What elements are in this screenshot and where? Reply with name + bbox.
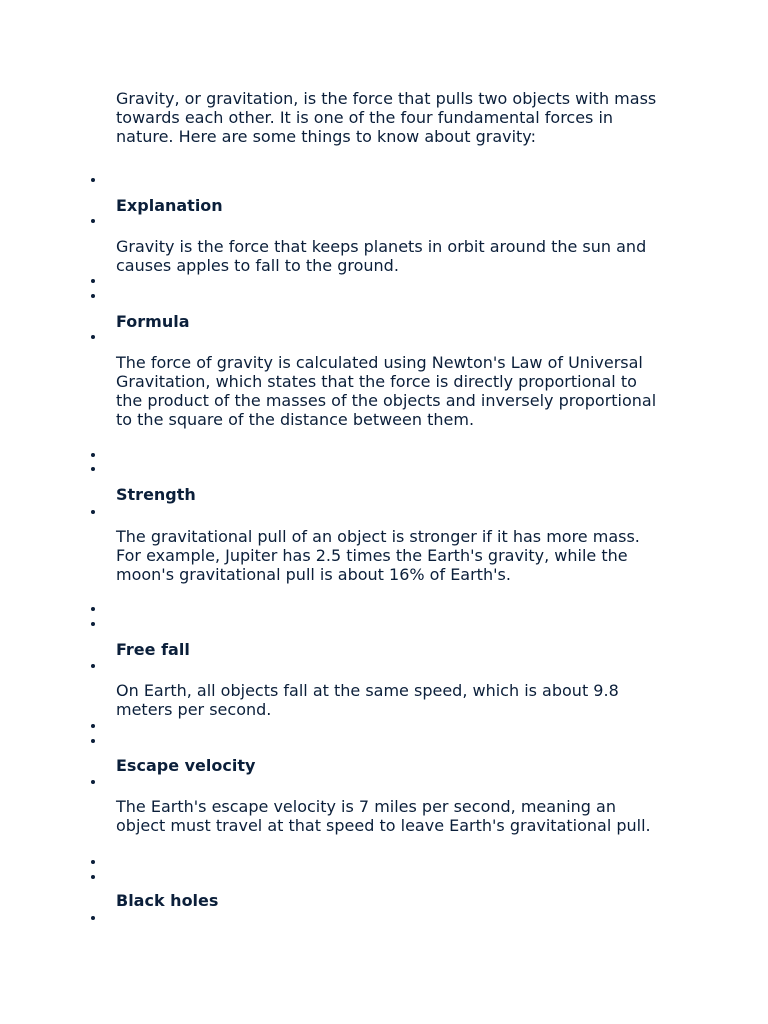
bullet-marker bbox=[91, 467, 97, 473]
section-heading-black-holes: Black holes bbox=[116, 891, 219, 910]
section-body-free-fall: On Earth, all objects fall at the same speed, which is about 9.8 meters per second. bbox=[116, 681, 619, 719]
section-heading-formula: Formula bbox=[116, 312, 190, 331]
section-body-explanation: Gravity is the force that keeps planets in orbit around the sun and causes apples to fall to the ground. bbox=[116, 237, 647, 275]
section-heading-escape-velocity: Escape velocity bbox=[116, 756, 256, 775]
section-heading-free-fall: Free fall bbox=[116, 640, 190, 659]
section-body-escape-velocity: The Earth's escape velocity is 7 miles per second, meaning an object must travel at that speed to leave Earth's gravitational pull. bbox=[116, 797, 651, 835]
bullet-marker bbox=[91, 219, 97, 225]
bullet-marker bbox=[91, 294, 97, 300]
bullet-marker bbox=[91, 622, 97, 628]
bullet-marker bbox=[91, 780, 97, 786]
bullet-marker bbox=[91, 178, 97, 184]
bullet-marker bbox=[91, 724, 97, 730]
section-body-strength: The gravitational pull of an object is stronger if it has more mass. For example, Jupiter has 2.5 times the Earth's gravity, while the moon's gravitational pull is about 16% of Earth's. bbox=[116, 527, 640, 584]
intro-paragraph: Gravity, or gravitation, is the force that pulls two objects with mass towards each other. It is one of the four fundamental forces in nature. Here are some things to know about gravity: bbox=[116, 89, 657, 146]
section-heading-explanation: Explanation bbox=[116, 196, 223, 215]
bullet-marker bbox=[91, 916, 97, 922]
bullet-marker bbox=[91, 510, 97, 516]
bullet-marker bbox=[91, 279, 97, 285]
bullet-marker bbox=[91, 860, 97, 866]
bullet-marker bbox=[91, 739, 97, 745]
section-body-formula: The force of gravity is calculated using Newton's Law of Universal Gravitation, which states that the force is directly proportional to the product of the masses of the objects and inversely proportional to the square of the distance between them. bbox=[116, 353, 657, 429]
bullet-marker bbox=[91, 335, 97, 341]
section-heading-strength: Strength bbox=[116, 485, 196, 504]
bullet-marker bbox=[91, 453, 97, 459]
bullet-marker bbox=[91, 607, 97, 613]
bullet-marker bbox=[91, 875, 97, 881]
bullet-marker bbox=[91, 664, 97, 670]
